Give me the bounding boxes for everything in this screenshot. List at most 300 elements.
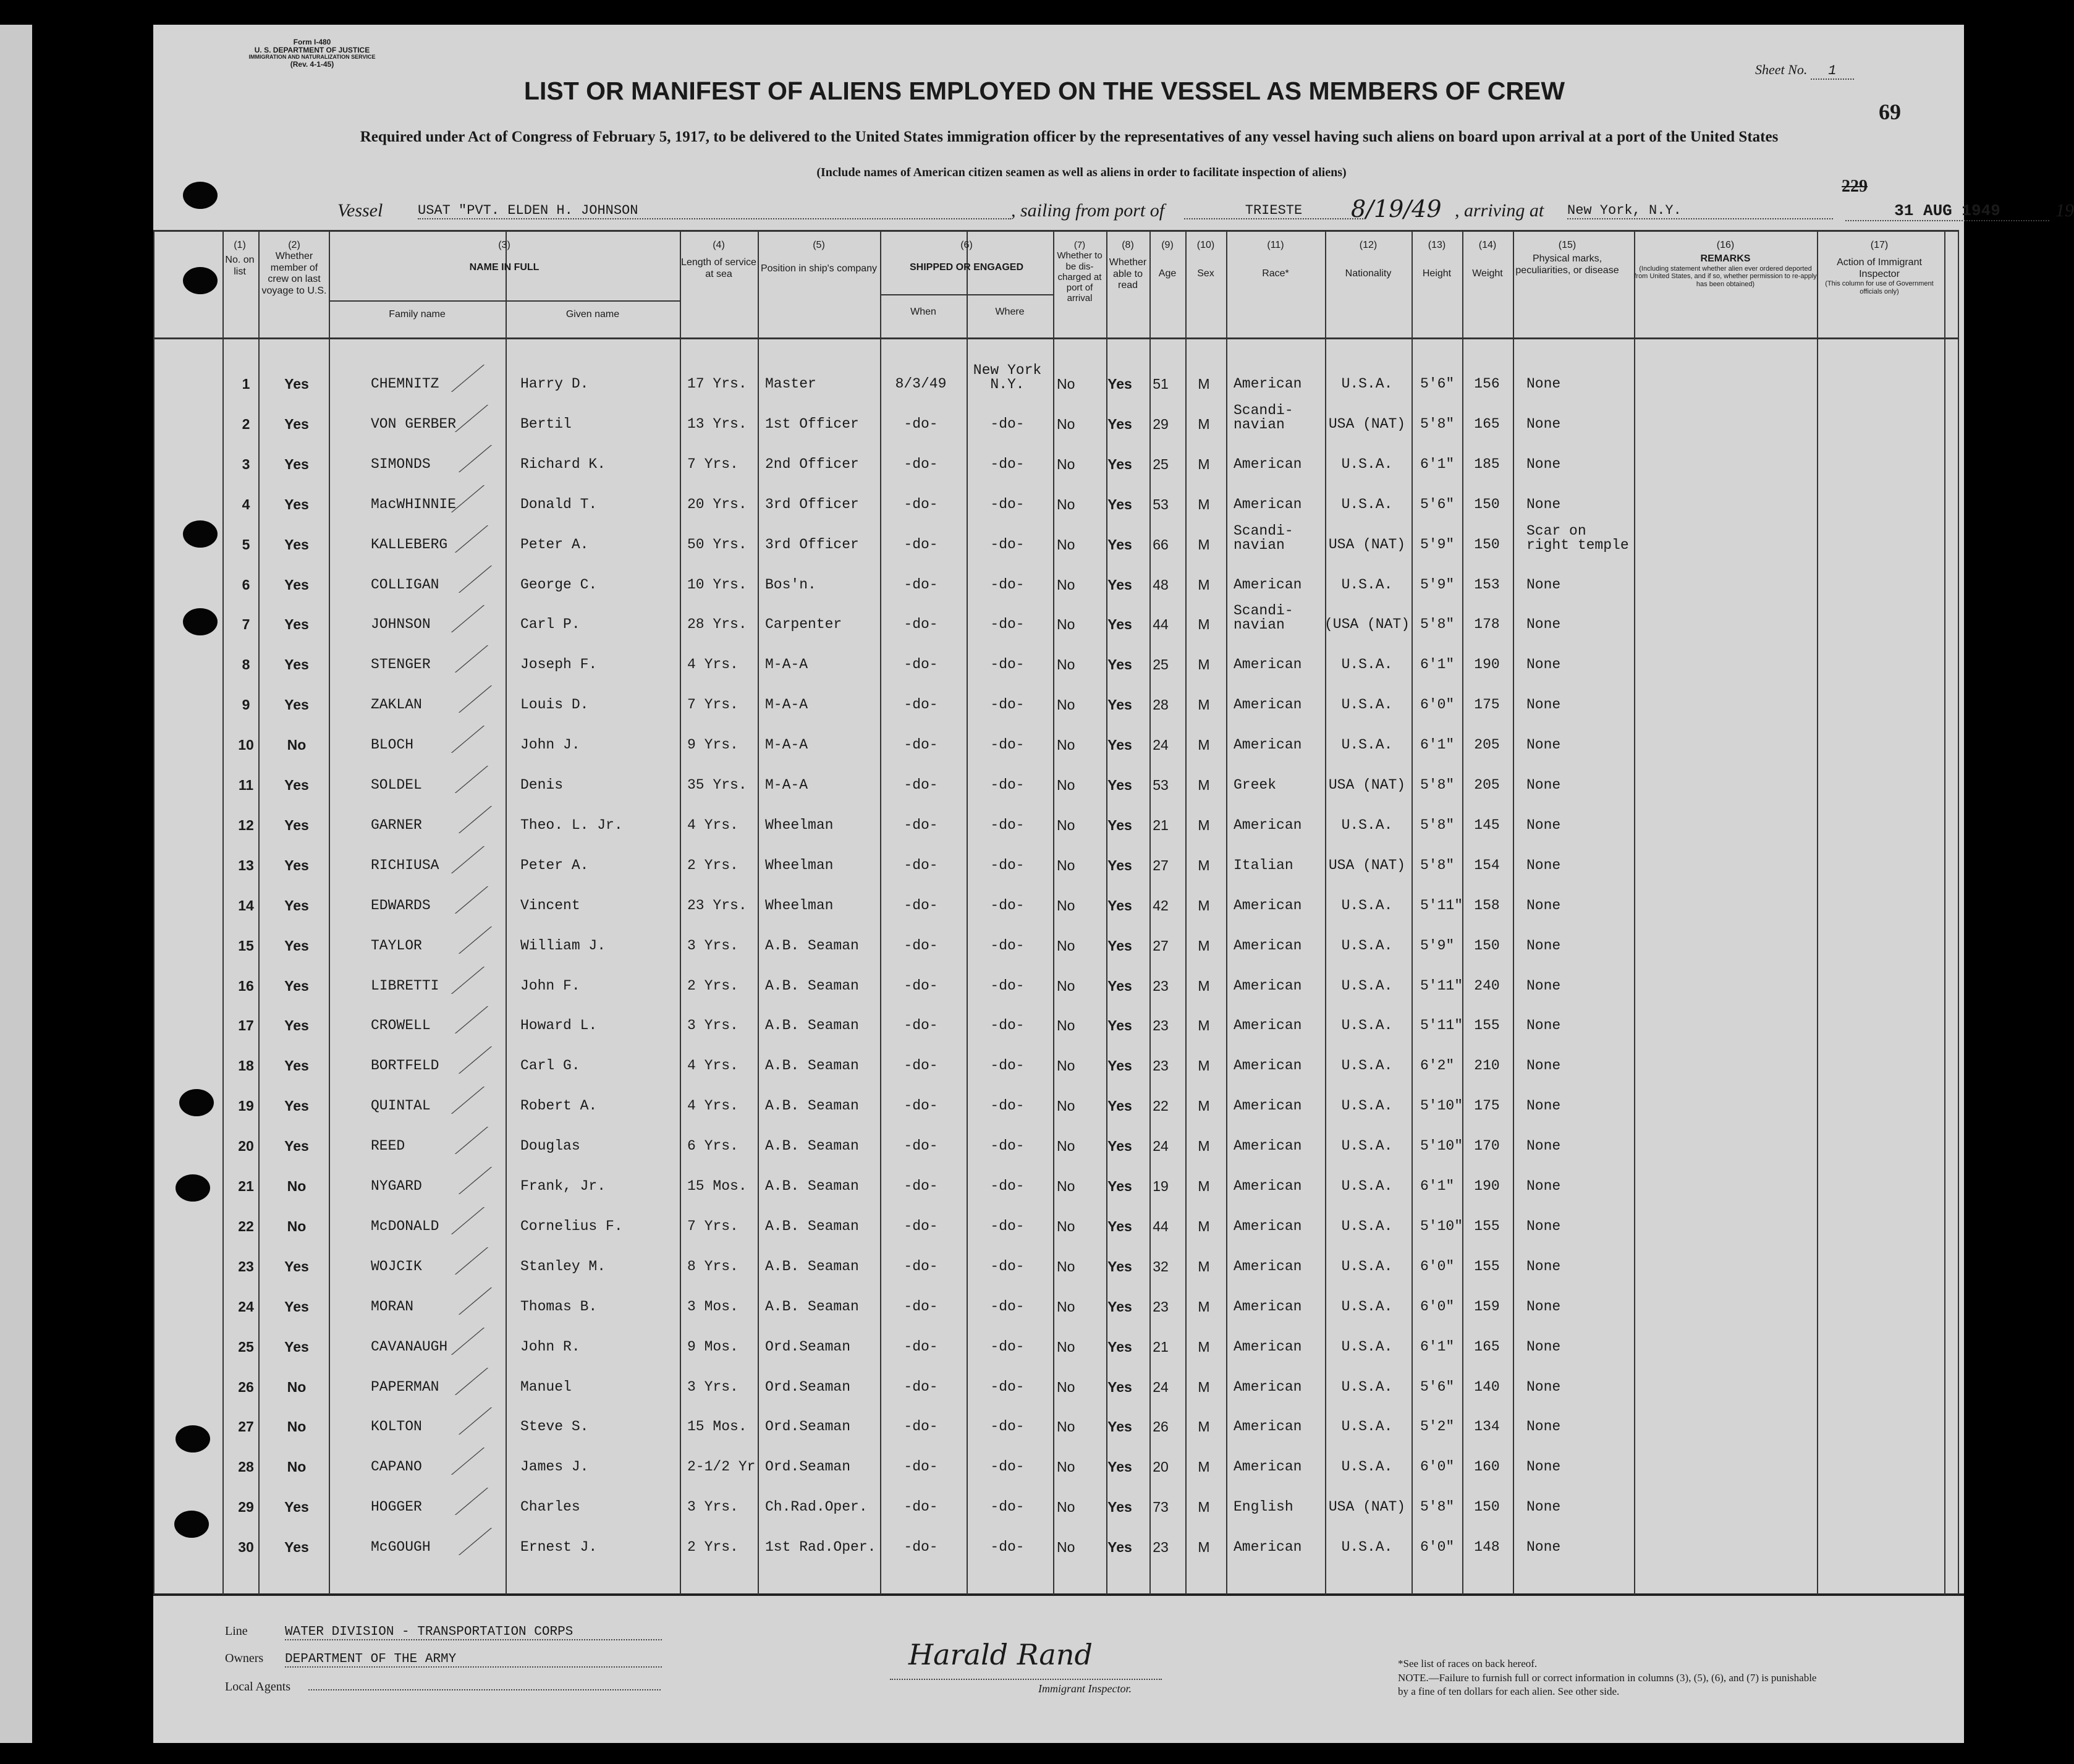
age-cell: 23	[1153, 1058, 1169, 1074]
column-title: Weight	[1472, 268, 1503, 279]
sex-cell: M	[1198, 616, 1210, 633]
length-of-service-cell: 2 Yrs.	[687, 1539, 739, 1556]
column-header-name	[329, 240, 680, 274]
pencil-check-mark	[451, 967, 522, 994]
age-cell: 25	[1153, 656, 1169, 673]
given-name-cell: Richard K.	[520, 456, 606, 472]
shipped-where-cell: -do-	[990, 1499, 1025, 1516]
discharged-cell: No	[1057, 1178, 1075, 1194]
given-name-cell: Thomas B.	[520, 1298, 598, 1315]
pencil-check-mark	[455, 1127, 525, 1154]
discharged-cell: No	[1057, 897, 1075, 914]
crew-last-voyage-cell: Yes	[284, 616, 309, 633]
position-cell: A.B. Seaman	[765, 1218, 859, 1234]
race-cell: American	[1234, 1459, 1302, 1475]
crew-last-voyage-cell: Yes	[284, 415, 309, 432]
length-of-service-cell: 4 Yrs.	[687, 1098, 739, 1114]
column-number: (14)	[1478, 240, 1497, 250]
shipped-when-cell: -do-	[904, 415, 938, 432]
nationality-cell: U.S.A.	[1341, 737, 1393, 753]
discharged-cell: No	[1057, 777, 1075, 793]
weight-cell: 190	[1474, 1178, 1500, 1194]
nationality-cell: U.S.A.	[1341, 1378, 1393, 1395]
weight-cell: 150	[1474, 1499, 1500, 1516]
column-title: Whether member of crew on last voyage to U.S.	[261, 251, 327, 296]
height-cell: 5'10"	[1420, 1218, 1463, 1234]
sheet-number	[1755, 62, 1854, 80]
family-name-cell: BLOCH	[371, 737, 414, 753]
given-name-cell: Frank, Jr.	[520, 1178, 606, 1194]
shipped-where-cell: -do-	[990, 1058, 1025, 1074]
table-row	[0, 648, 1996, 687]
crew-last-voyage-cell: Yes	[284, 816, 309, 833]
column-title: NAME IN FULL	[469, 262, 540, 273]
discharged-cell: No	[1057, 1459, 1075, 1475]
height-cell: 6'1"	[1420, 456, 1455, 472]
weight-cell: 153	[1474, 576, 1500, 593]
able-to-read-cell: Yes	[1107, 1378, 1132, 1395]
shipped-when-cell: -do-	[904, 456, 938, 472]
physical-marks-cell: None	[1526, 616, 1561, 633]
column-title: Height	[1422, 268, 1452, 279]
column-header-discharged	[1053, 240, 1106, 304]
pencil-check-mark	[459, 1528, 529, 1555]
table-row	[0, 488, 1996, 527]
length-of-service-cell: 3 Yrs.	[687, 1499, 739, 1516]
row-number-cell: 16	[238, 977, 254, 994]
weight-cell: 154	[1474, 857, 1500, 873]
sex-cell: M	[1198, 697, 1210, 713]
shipped-when-cell: -do-	[904, 496, 938, 512]
family-name-cell: RICHIUSA	[371, 857, 439, 873]
inspector-signature: Harald Rand	[908, 1638, 1093, 1671]
line-label: Line	[225, 1624, 248, 1638]
discharged-cell: No	[1057, 937, 1075, 954]
height-cell: 5'8"	[1420, 1499, 1455, 1516]
discharged-cell: No	[1057, 816, 1075, 833]
column-number: (8)	[1122, 240, 1134, 250]
pencil-check-mark	[459, 566, 529, 593]
sex-cell: M	[1198, 937, 1210, 954]
form-service: IMMIGRATION AND NATURALIZATION SERVICE	[248, 54, 376, 61]
shipped-when-cell: -do-	[904, 1499, 938, 1516]
table-row	[0, 1210, 1996, 1249]
able-to-read-cell: Yes	[1107, 857, 1132, 873]
weight-cell: 156	[1474, 376, 1500, 392]
pencil-check-mark	[451, 605, 522, 632]
column-title: Age	[1158, 268, 1177, 279]
table-row	[0, 728, 1996, 768]
height-cell: 5'8"	[1420, 777, 1455, 793]
shipped-when-cell: -do-	[904, 977, 938, 994]
weight-cell: 165	[1474, 1338, 1500, 1355]
discharged-cell: No	[1057, 1378, 1075, 1395]
given-name-cell: Denis	[520, 777, 564, 793]
race-cell: American	[1234, 897, 1302, 914]
pencil-check-mark	[451, 1328, 522, 1355]
crew-last-voyage-cell: Yes	[284, 1138, 309, 1155]
row-number-cell: 2	[242, 415, 250, 432]
weight-cell: 159	[1474, 1298, 1500, 1315]
row-number-cell: 1	[242, 376, 250, 392]
race-cell: American	[1234, 1178, 1302, 1194]
given-name-cell: Douglas	[520, 1138, 580, 1155]
physical-marks-cell: None	[1526, 697, 1561, 713]
pencil-check-mark	[455, 1368, 525, 1395]
shipped-where-cell: New York N.Y.	[973, 362, 1042, 392]
discharged-cell: No	[1057, 1338, 1075, 1355]
crew-last-voyage-cell: Yes	[284, 656, 309, 673]
age-cell: 73	[1153, 1499, 1169, 1516]
arriving-port: New York, N.Y.	[1567, 203, 1833, 219]
race-cell: English	[1234, 1499, 1293, 1516]
column-header-sex	[1185, 240, 1226, 280]
family-name-cell: NYGARD	[371, 1178, 422, 1194]
shipped-when-cell: -do-	[904, 1138, 938, 1155]
penalty-note: NOTE.—Failure to furnish full or correct information in columns (3), (5), (6), and (7) is punishable by a fine of ten dollars for each alien. See other side.	[1398, 1672, 1817, 1698]
age-cell: 44	[1153, 616, 1169, 633]
race-cell: American	[1234, 1258, 1302, 1274]
shipped-when-cell: -do-	[904, 1459, 938, 1475]
sex-cell: M	[1198, 816, 1210, 833]
row-number-cell: 18	[238, 1058, 254, 1074]
able-to-read-cell: Yes	[1107, 1418, 1132, 1435]
able-to-read-cell: Yes	[1107, 697, 1132, 713]
given-name-cell: Carl G.	[520, 1058, 580, 1074]
row-number-cell: 15	[238, 937, 254, 954]
crew-last-voyage-cell: Yes	[284, 376, 309, 392]
form-revision: (Rev. 4-1-45)	[290, 60, 334, 69]
header-bottom-rule	[153, 337, 1958, 339]
shipped-where-cell: -do-	[990, 456, 1025, 472]
crew-last-voyage-cell: No	[287, 1178, 307, 1194]
pencil-check-mark	[459, 1287, 529, 1315]
sex-cell: M	[1198, 496, 1210, 512]
length-of-service-cell: 7 Yrs.	[687, 456, 739, 472]
height-cell: 5'10"	[1420, 1138, 1463, 1155]
row-number-cell: 24	[238, 1298, 254, 1315]
able-to-read-cell: Yes	[1107, 1058, 1132, 1074]
physical-marks-cell: None	[1526, 1378, 1561, 1395]
position-cell: 1st Rad.Oper.	[765, 1539, 876, 1556]
height-cell: 5'6"	[1420, 1378, 1455, 1395]
weight-cell: 150	[1474, 937, 1500, 954]
column-number: (6)	[960, 240, 973, 250]
crew-last-voyage-cell: Yes	[284, 937, 309, 954]
length-of-service-cell: 4 Yrs.	[687, 1058, 739, 1074]
nationality-cell: U.S.A.	[1341, 376, 1393, 392]
height-cell: 5'11"	[1420, 977, 1463, 994]
footer-owners	[225, 1652, 662, 1668]
length-of-service-cell: 3 Yrs.	[687, 1017, 739, 1034]
discharged-cell: No	[1057, 376, 1075, 392]
family-name-cell: QUINTAL	[371, 1098, 431, 1114]
pencil-check-mark	[455, 645, 525, 672]
given-name-cell: Bertil	[520, 415, 572, 432]
family-name-cell: KOLTON	[371, 1418, 422, 1435]
race-cell: American	[1234, 656, 1302, 673]
length-of-service-cell: 20 Yrs.	[687, 496, 747, 512]
physical-marks-cell: None	[1526, 456, 1561, 472]
height-cell: 5'8"	[1420, 415, 1455, 432]
able-to-read-cell: Yes	[1107, 1218, 1132, 1234]
pencil-check-mark	[455, 1247, 525, 1274]
age-cell: 23	[1153, 977, 1169, 994]
nationality-cell: USA (NAT)	[1328, 415, 1406, 432]
table-row	[0, 929, 1996, 969]
column-title: No. on list	[225, 255, 255, 277]
position-cell: Ord.Seaman	[765, 1378, 851, 1395]
crew-last-voyage-cell: No	[287, 1459, 307, 1475]
shipped-where-cell: -do-	[990, 697, 1025, 713]
sex-cell: M	[1198, 1258, 1210, 1274]
weight-cell: 160	[1474, 1459, 1500, 1475]
able-to-read-cell: Yes	[1107, 977, 1132, 994]
pencil-check-mark	[459, 1167, 529, 1194]
physical-marks-cell: None	[1526, 1138, 1561, 1155]
position-cell: Wheelman	[765, 897, 834, 914]
height-cell: 6'1"	[1420, 1178, 1455, 1194]
owners-label: Owners	[225, 1652, 264, 1665]
table-row	[0, 1450, 1996, 1490]
shipped-when-cell: -do-	[904, 536, 938, 553]
length-of-service-cell: 15 Mos.	[687, 1178, 747, 1194]
shipped-where-cell: -do-	[990, 616, 1025, 633]
given-name-cell: Cornelius F.	[520, 1218, 623, 1234]
nationality-cell: U.S.A.	[1341, 1418, 1393, 1435]
family-name-cell: TAYLOR	[371, 937, 422, 954]
physical-marks-cell: None	[1526, 496, 1561, 512]
sex-cell: M	[1198, 1017, 1210, 1034]
height-cell: 5'9"	[1420, 576, 1455, 593]
family-name-cell: McDONALD	[371, 1218, 439, 1234]
shipped-when-cell: -do-	[904, 737, 938, 753]
row-number-cell: 14	[238, 897, 254, 914]
sex-cell: M	[1198, 1338, 1210, 1355]
table-row	[0, 1169, 1996, 1209]
physical-marks-cell: None	[1526, 1459, 1561, 1475]
height-cell: 5'11"	[1420, 1017, 1463, 1034]
race-cell: American	[1234, 1418, 1302, 1435]
column-header-weight	[1462, 240, 1513, 280]
races-note: *See list of races on back hereof.	[1398, 1658, 1538, 1669]
able-to-read-cell: Yes	[1107, 777, 1132, 793]
row-number-cell: 27	[238, 1418, 254, 1435]
nationality-cell: U.S.A.	[1341, 1258, 1393, 1274]
table-row	[0, 768, 1996, 808]
row-number-cell: 12	[238, 816, 254, 833]
able-to-read-cell: Yes	[1107, 1178, 1132, 1194]
age-cell: 24	[1153, 1378, 1169, 1395]
column-title: Action of Immigrant Inspector	[1837, 257, 1922, 279]
table-row	[0, 402, 1996, 447]
shipped-when-cell: -do-	[904, 616, 938, 633]
table-row	[0, 1089, 1996, 1129]
height-cell: 6'2"	[1420, 1058, 1455, 1074]
family-name-cell: ZAKLAN	[371, 697, 422, 713]
race-cell: American	[1234, 1218, 1302, 1234]
shipped-when-cell: -do-	[904, 937, 938, 954]
physical-marks-cell: None	[1526, 1499, 1561, 1516]
family-name-cell: MORAN	[371, 1298, 414, 1315]
sex-cell: M	[1198, 415, 1210, 432]
position-cell: M-A-A	[765, 737, 808, 753]
position-cell: A.B. Seaman	[765, 1098, 859, 1114]
weight-cell: 175	[1474, 1098, 1500, 1114]
column-number: (9)	[1161, 240, 1174, 250]
given-name-cell: John F.	[520, 977, 580, 994]
length-of-service-cell: 50 Yrs.	[687, 536, 747, 553]
nationality-cell: U.S.A.	[1341, 1298, 1393, 1315]
age-cell: 19	[1153, 1178, 1169, 1194]
column-title: REMARKS	[1700, 253, 1751, 265]
crew-last-voyage-cell: Yes	[284, 1058, 309, 1074]
column-header-nationality	[1325, 240, 1412, 280]
given-name-cell: Carl P.	[520, 616, 580, 633]
position-cell: A.B. Seaman	[765, 1017, 859, 1034]
height-cell: 5'10"	[1420, 1098, 1463, 1114]
race-cell: American	[1234, 456, 1302, 472]
crew-last-voyage-cell: Yes	[284, 1539, 309, 1556]
physical-marks-cell: None	[1526, 1418, 1561, 1435]
column-title: Race*	[1262, 268, 1289, 279]
weight-cell: 148	[1474, 1539, 1500, 1556]
crew-last-voyage-cell: Yes	[284, 697, 309, 713]
height-cell: 6'1"	[1420, 1338, 1455, 1355]
length-of-service-cell: 7 Yrs.	[687, 697, 739, 713]
pencil-check-mark	[459, 445, 529, 472]
crew-last-voyage-cell: No	[287, 1418, 307, 1435]
nationality-cell: U.S.A.	[1341, 456, 1393, 472]
able-to-read-cell: Yes	[1107, 816, 1132, 833]
family-name-cell: VON GERBER	[371, 415, 457, 432]
row-number-cell: 23	[238, 1258, 254, 1274]
position-cell: Wheelman	[765, 857, 834, 873]
family-name-cell: CHEMNITZ	[371, 376, 439, 392]
table-row	[0, 688, 1996, 727]
nationality-cell: U.S.A.	[1341, 1058, 1393, 1074]
race-cell: American	[1234, 1338, 1302, 1355]
length-of-service-cell: 13 Yrs.	[687, 415, 747, 432]
height-cell: 6'0"	[1420, 697, 1455, 713]
able-to-read-cell: Yes	[1107, 1098, 1132, 1114]
family-name-cell: CAPANO	[371, 1459, 422, 1475]
family-name-cell: LIBRETTI	[371, 977, 439, 994]
shipped-where-cell: -do-	[990, 1017, 1025, 1034]
crew-last-voyage-cell: Yes	[284, 897, 309, 914]
position-cell: M-A-A	[765, 656, 808, 673]
weight-cell: 134	[1474, 1418, 1500, 1435]
weight-cell: 158	[1474, 897, 1500, 914]
able-to-read-cell: Yes	[1107, 1017, 1132, 1034]
column-header-crew	[260, 240, 329, 297]
height-cell: 6'0"	[1420, 1258, 1455, 1274]
physical-marks-cell: None	[1526, 937, 1561, 954]
weight-cell: 165	[1474, 415, 1500, 432]
family-name-cell: CROWELL	[371, 1017, 431, 1034]
physical-marks-cell: None	[1526, 1338, 1561, 1355]
column-number: (1)	[234, 240, 246, 250]
struck-number	[1842, 177, 1868, 197]
pencil-check-mark	[455, 1006, 525, 1033]
pencil-check-mark	[451, 1207, 522, 1234]
age-cell: 32	[1153, 1258, 1169, 1274]
length-of-service-cell: 3 Mos.	[687, 1298, 739, 1315]
shipped-where-cell: -do-	[990, 1178, 1025, 1194]
agents-value	[308, 1689, 661, 1690]
able-to-read-cell: Yes	[1107, 1499, 1132, 1516]
weight-cell: 185	[1474, 456, 1500, 472]
shipped-where-cell: -do-	[990, 1378, 1025, 1395]
physical-marks-cell: Scar on right temple	[1526, 522, 1629, 553]
length-of-service-cell: 10 Yrs.	[687, 576, 747, 593]
length-of-service-cell: 3 Yrs.	[687, 937, 739, 954]
crew-last-voyage-cell: Yes	[284, 1098, 309, 1114]
page-title: LIST OR MANIFEST OF ALIENS EMPLOYED ON THE VESSEL AS MEMBERS OF CREW	[523, 77, 1565, 105]
sex-cell: M	[1198, 857, 1210, 873]
age-cell: 53	[1153, 496, 1169, 512]
given-name-cell: James J.	[520, 1459, 589, 1475]
sheet-label: Sheet No.	[1755, 62, 1808, 77]
able-to-read-cell: Yes	[1107, 897, 1132, 914]
column-header-shipped	[880, 240, 1053, 274]
table-top-rule	[153, 230, 1958, 232]
position-cell: Master	[765, 376, 816, 392]
race-cell: American	[1234, 1058, 1302, 1074]
column-title: Physical marks, peculiarities, or disease	[1515, 253, 1619, 276]
physical-marks-cell: None	[1526, 857, 1561, 873]
row-number-cell: 19	[238, 1098, 254, 1114]
family-name-cell: McGOUGH	[371, 1539, 431, 1556]
physical-marks-cell: None	[1526, 737, 1561, 753]
pencil-check-mark	[451, 846, 522, 873]
nationality-cell: U.S.A.	[1341, 1138, 1393, 1155]
given-name-cell: Harry D.	[520, 376, 589, 392]
crew-last-voyage-cell: No	[287, 1218, 307, 1234]
race-cell: Greek	[1234, 777, 1277, 793]
physical-marks-cell: None	[1526, 1098, 1561, 1114]
row-number-cell: 17	[238, 1017, 254, 1034]
pencil-check-mark	[451, 485, 522, 512]
table-row	[0, 1530, 1996, 1570]
age-cell: 20	[1153, 1459, 1169, 1475]
able-to-read-cell: Yes	[1107, 1338, 1132, 1355]
physical-marks-cell: None	[1526, 1178, 1561, 1194]
shipped-where-cell: -do-	[990, 737, 1025, 753]
race-cell: Scandi- navian	[1234, 522, 1293, 553]
row-number-cell: 8	[242, 656, 250, 673]
column-number: (3)	[498, 240, 510, 250]
inspector-label: Immigrant Inspector.	[1038, 1682, 1132, 1695]
able-to-read-cell: Yes	[1107, 616, 1132, 633]
discharged-cell: No	[1057, 1138, 1075, 1155]
given-name-cell: Stanley M.	[520, 1258, 606, 1274]
page-subtitle: Required under Act of Congress of February 5, 1917, to be delivered to the United States immigration officer by the representatives of any vessel having such aliens on board upon arrival at a port of the United States	[360, 129, 1779, 145]
nationality-cell: U.S.A.	[1341, 576, 1393, 593]
footer-agents	[225, 1680, 661, 1694]
height-cell: 5'6"	[1420, 376, 1455, 392]
pencil-check-mark	[459, 806, 529, 833]
physical-marks-cell: None	[1526, 1539, 1561, 1556]
column-title: Whether to be dis-charged at port of arrival	[1057, 250, 1103, 304]
crew-last-voyage-cell: No	[287, 1378, 307, 1395]
age-cell: 23	[1153, 1298, 1169, 1315]
discharged-cell: No	[1057, 977, 1075, 994]
height-cell: 5'2"	[1420, 1418, 1455, 1435]
page-number: 69	[1879, 100, 1901, 124]
table-row	[0, 1009, 1996, 1048]
nationality-cell: U.S.A.	[1341, 1338, 1393, 1355]
